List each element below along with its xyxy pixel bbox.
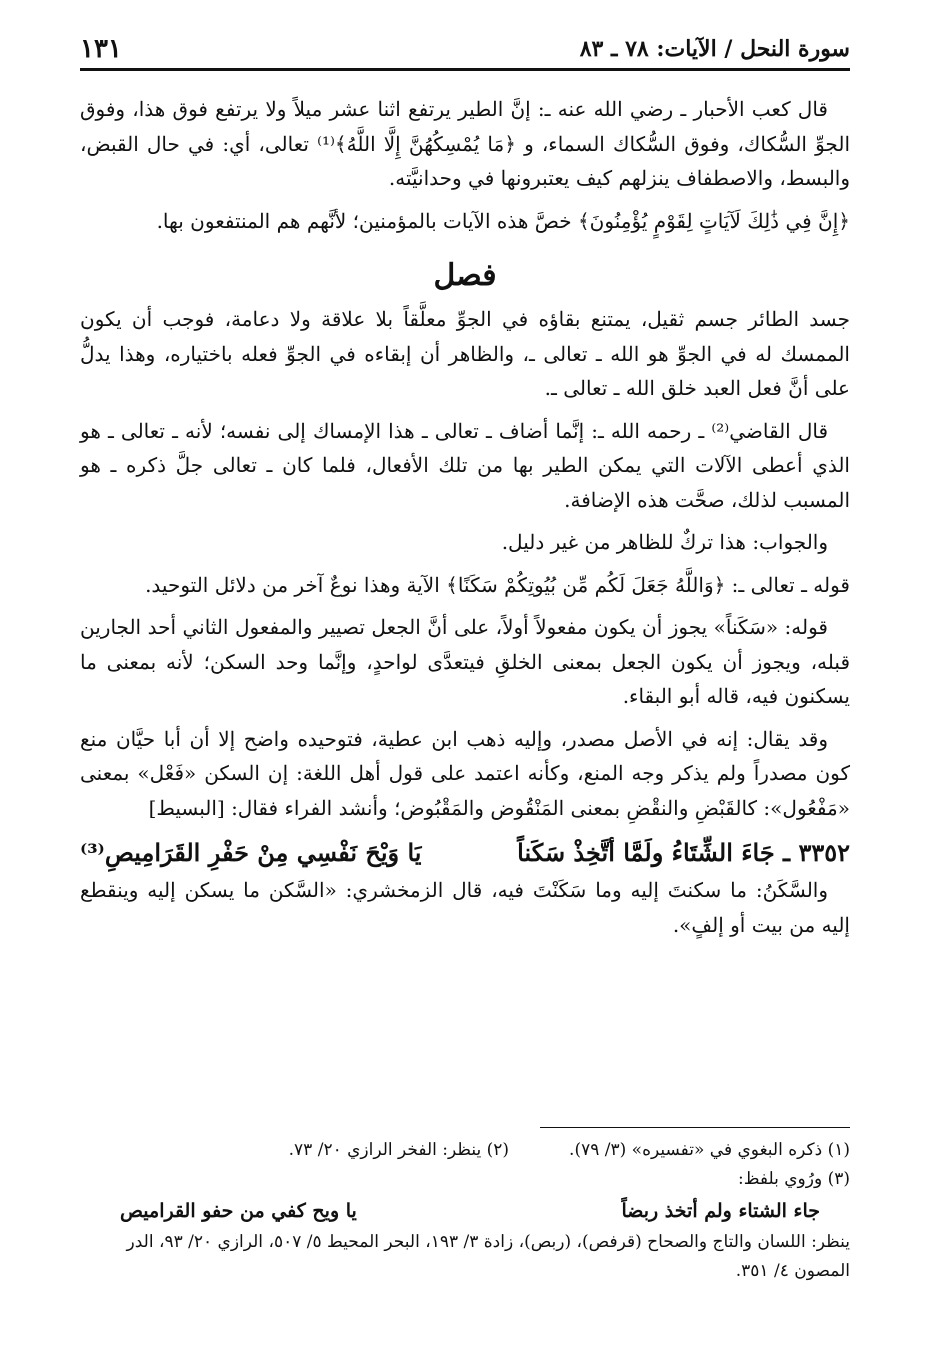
paragraph: قوله ـ تعالى ـ: ﴿وَاللَّهُ جَعَلَ لَكُم مِّن بُيُوتِكُمْ سَكَنًا﴾ الآية وهذا نوعٌ آخر من دلائل التوحيد. [145, 572, 850, 597]
footnotes-divider [540, 1127, 850, 1128]
page-header [80, 30, 850, 71]
footnote-row [80, 1136, 850, 1165]
poem-hemistich-right: ٣٣٥٢ ـ جَاءَ الشِّتَاءُ ولَمَّا أتَّخِذْ سَكَناً [517, 838, 850, 867]
poem-hemistich-left: يَا وَيْحَ نَفْسِي مِنْ حَفْرِ القَرَامِيصِ⁽³⁾ [80, 838, 422, 867]
paragraph: قوله: «سَكَناً» يجوز أن يكون مفعولاً أولاً، على أنَّ الجعل تصيير والمفعول الثاني أحد الجارين قبله، ويجوز أن يكون الجعل بمعنى الخلقِ فيتعدَّى لواحدٍ، وإنَّما وحد السكن؛ لأنه بمعنى ما يسكنون فيه، قاله أبو البقاء. [80, 615, 850, 708]
footnote-poem [80, 1194, 850, 1228]
footnote-3-references: ينظر: اللسان والتاج والصحاح (قرفص)، (ربص)، زادة ٣/ ١٩٣، البحر المحيط ٥/ ٥٠٧، الرازي ٢٠/ ٩٣، الدر المصون ٤/ ٣٥١. [126, 1232, 850, 1281]
paragraph: ﴿إِنَّ فِي ذَٰلِكَ لَآيَاتٍ لِقَوْمٍ يُؤْمِنُونَ﴾ خصَّ هذه الآيات بالمؤمنين؛ لأنَّهم هم المنتفعون بها. [156, 208, 850, 233]
paragraph: قال القاضي⁽²⁾ ـ رحمه الله ـ: إنَّما أضاف ـ تعالى ـ هذا الإمساك إلى نفسه؛ لأنه ـ تعالى ـ هو الذي أعطى الآلات التي يمكن الطير بها من تلك الأفعال، فلما كان ـ تعالى جلَّ ذكره ـ هو المسبب لذلك، صحَّت هذه الإضافة. [80, 418, 850, 512]
footnote-1: (١) ذكره البغوي في «تفسيره» (٣/ ٧٩). [569, 1140, 850, 1160]
page-number: ١٣١ [80, 34, 122, 64]
paragraph: وقد يقال: إنه في الأصل مصدر، وإليه ذهب ابن عطية، فتوحيده واضح إلا أن أبا حيَّان منع كون مصدراً ولم يذكر وجه المنع، وكأنه اعتمد على قول أهل اللغة: إن السكن «فَعْل» بمعنى «مَفْعُول»: كالقَبْضِ والنقْضِ بمعنى المَنْقُوض والمَقْبُوض؛ وأنشد الفراء فقال: [البسيط] [80, 726, 850, 820]
footnote-3: (٣) ورُوي بلفظ: [738, 1169, 850, 1189]
main-text [80, 92, 850, 950]
footnotes [80, 1136, 850, 1286]
paragraph: والجواب: هذا تركٌ للظاهر من غير دليل. [501, 530, 828, 554]
paragraph: جسد الطائر جسم ثقيل، يمتنع بقاؤه في الجوِّ معلَّقاً بلا علاقة ولا دعامة، فوجب أن يكون الممسك له في الجوِّ هو الله ـ تعالى ـ، والظاهر أن إبقاءه في الجوِّ فعله باختياره، وهذا يدلُّ على أنَّ فعل العبد خلق الله ـ تعالى ـ. [80, 307, 850, 400]
footnote-poem-right: جاء الشتاء ولم أتخذ ربضاً [621, 1200, 820, 1222]
poem-verse [80, 833, 850, 873]
paragraph: والسَّكَنُ: ما سكنتَ إليه وما سَكَنْتَ فيه، قال الزمخشري: «السَّكن ما يسكن إليه وينقطع إليه من بيت أو إلفٍ». [80, 878, 850, 937]
surah-title: سورة النحل / الآيات: ٧٨ ـ ٨٣ [579, 36, 850, 62]
paragraph: قال كعب الأحبار ـ رضي الله عنه ـ: إنَّ الطير يرتفع اثنا عشر ميلاً ولا يرتفع فوق هذا، وفوق الجوِّ السُّكاك، وفوق السُّكاك السماء، و ﴿مَا يُمْسِكُهُنَّ إِلَّا اللَّهُ﴾⁽¹⁾ تعالى، أي: في حال القبض، والبسط، والاصطفاف ينزلهم كيف يعتبرونها في وحدانيَّته. [80, 97, 850, 190]
footnote-2: (٢) ينظر: الفخر الرازي ٢٠/ ٧٣. [288, 1140, 510, 1160]
footnote-poem-left: يا ويح كفي من حفو القراميص [120, 1200, 357, 1222]
section-title: فصل [433, 258, 497, 293]
